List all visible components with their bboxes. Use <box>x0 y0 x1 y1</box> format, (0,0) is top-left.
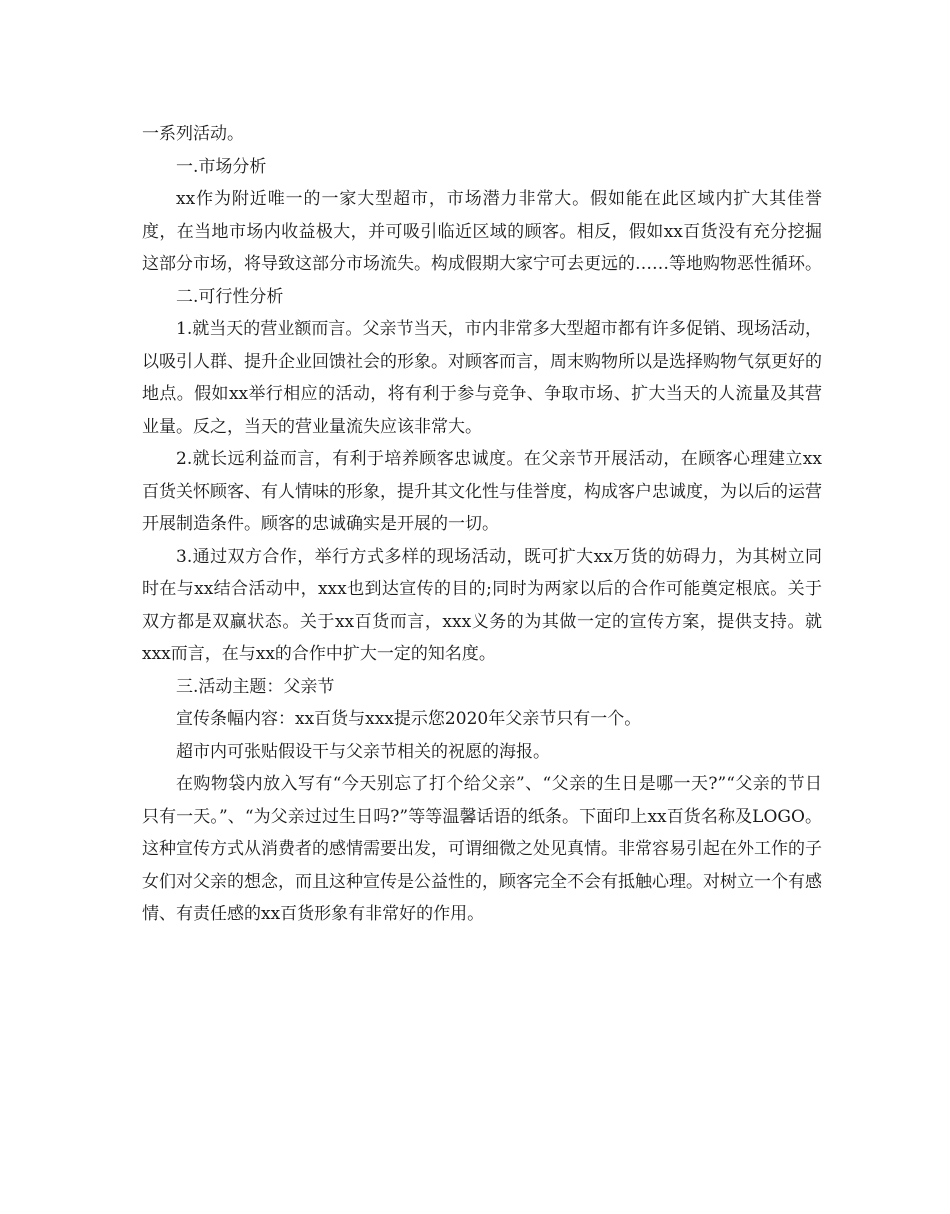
paragraph-market-analysis: xx作为附近唯一的一家大型超市，市场潜力非常大。假如能在此区域内扩大其佳誉度，在当地市场内收益极大，并可吸引临近区域的顾客。相反，假如xx百货没有充分挖掘这部分市场，将导致这部分市场流失。构成假期大家宁可去更远的……等地购物恶性循环。 <box>142 189 822 274</box>
section-heading-market-analysis: 一.市场分析 <box>176 156 267 177</box>
paragraph-continuation: 一系列活动。 <box>142 124 244 144</box>
section-heading-feasibility-analysis: 二.可行性分析 <box>176 286 284 307</box>
paragraph-shopping-bag-notes: 在购物袋内放入写有“今天别忘了打个给父亲”、“父亲的生日是哪一天?”“父亲的节日只有一天。”、“为父亲过过生日吗?”等等温馨话语的纸条。下面印上xx百货名称及LOGO。这种宣传方式从消费者的感情需要出发，可谓细微之处见真情。非常容易引起在外工作的子女们对父亲的想念，而且这种宣传是公益性的，顾客完全不会有抵触心理。对树立一个有感情、有责任感的xx百货形象有非常好的作用。 <box>142 774 822 924</box>
section-heading-activity-theme: 三.活动主题：父亲节 <box>176 676 335 697</box>
paragraph-feasibility-1: 1.就当天的营业额而言。父亲节当天，市内非常多大型超市都有许多促销、现场活动，以吸引人群、提升企业回馈社会的形象。对顾客而言，周末购物所以是选择购物气氛更好的地点。假如xx举行相应的活动，将有利于参与竞争、争取市场、扩大当天的人流量及其营业量。反之，当天的营业量流失应该非常大。 <box>142 319 822 437</box>
document-body <box>142 118 822 931</box>
paragraph-feasibility-2: 2.就长远利益而言，有利于培养顾客忠诚度。在父亲节开展活动，在顾客心理建立xx百货关怀顾客、有人情味的形象，提升其文化性与佳誉度，构成客户忠诚度，为以后的运营开展制造条件。顾客的忠诚确实是开展的一切。 <box>142 449 822 534</box>
paragraph-posters: 超市内可张贴假设干与父亲节相关的祝愿的海报。 <box>176 741 550 762</box>
paragraph-feasibility-3: 3.通过双方合作，举行方式多样的现场活动，既可扩大xx万货的妨碍力，为其树立同时在与xx结合活动中，xxx也到达宣传的目的;同时为两家以后的合作可能奠定根底。关于双方都是双赢状态。关于xx百货而言，xxx义务的为其做一定的宣传方案，提供支持。就xxx而言，在与xx的合作中扩大一定的知名度。 <box>142 546 822 664</box>
paragraph-banner-content: 宣传条幅内容：xx百货与xxx提示您2020年父亲节只有一个。 <box>176 709 642 729</box>
